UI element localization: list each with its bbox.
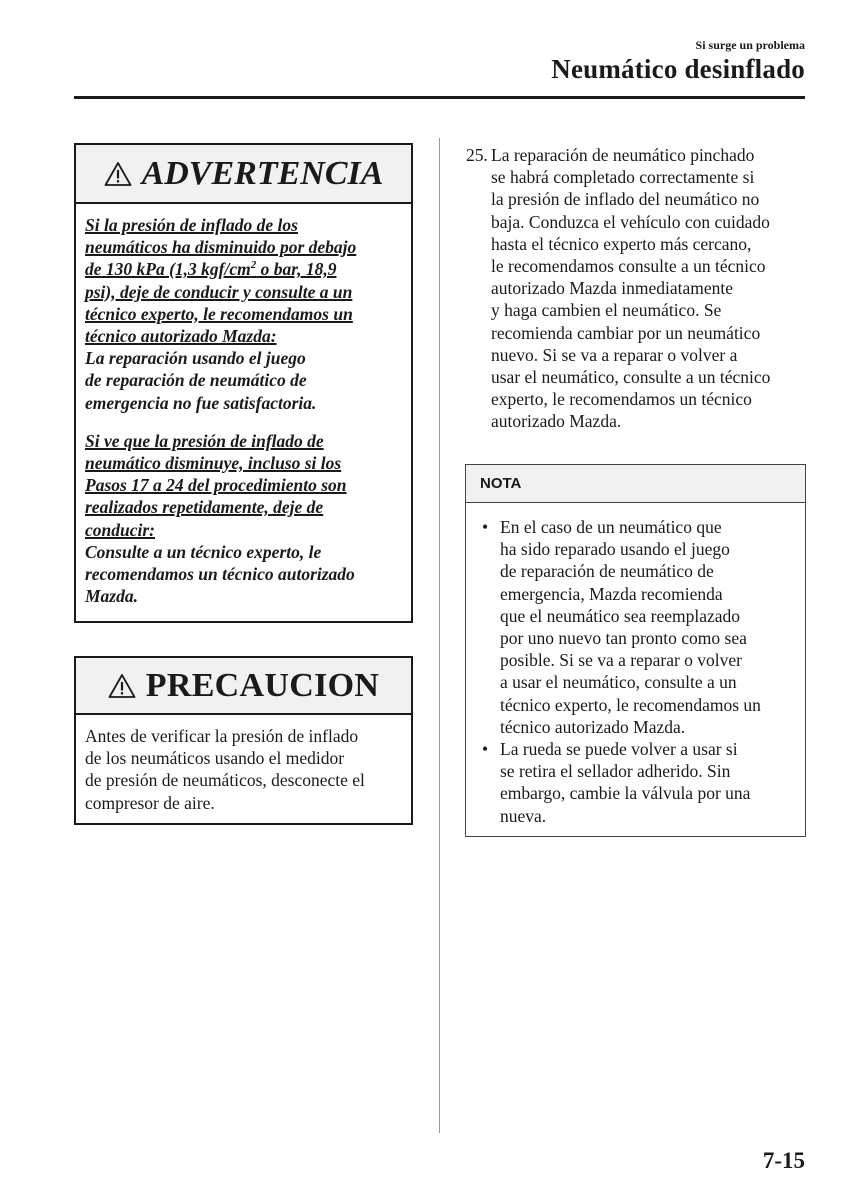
caution-title: PRECAUCION: [145, 666, 380, 704]
section-label: Si surge un problema: [695, 38, 805, 52]
step-line: nuevo. Si se va a reparar o volver a: [491, 344, 738, 365]
step-line: baja. Conduzca el vehículo con cuidado: [491, 211, 770, 232]
step-line: usar el neumático, consulte a un técnico: [491, 367, 771, 388]
warning-line: emergencia no fue satisfactoria.: [85, 392, 317, 413]
step-line: autorizado Mazda inmediatamente: [491, 278, 733, 299]
warning-line: Si ve que la presión de inflado de: [85, 430, 324, 451]
note-line: posible. Si se va a reparar o volver: [500, 650, 743, 671]
note-line: a usar el neumático, consulte a un: [500, 672, 737, 693]
warning-line: de reparación de neumático de: [85, 370, 307, 391]
warning-text-a: [85, 347, 403, 414]
note-line: embargo, cambie la válvula por una: [500, 783, 751, 804]
warning-header: [76, 145, 411, 204]
note-line: de reparación de neumático de: [500, 561, 714, 582]
step-line: y haga cambien el neumático. Se: [491, 300, 722, 321]
step-line: autorizado Mazda.: [491, 411, 622, 432]
warning-line: realizados repetidamente, deje de: [85, 497, 324, 518]
caution-line: Antes de verificar la presión de inflado: [85, 726, 359, 746]
warning-box: [74, 143, 413, 623]
note-line: La rueda se puede volver a usar si: [500, 739, 738, 760]
warning-line: Pasos 17 a 24 del procedimiento son: [85, 475, 347, 496]
bullet: •: [482, 739, 489, 760]
warning-line: Mazda.: [85, 586, 138, 607]
warning-condition-a: [85, 214, 403, 347]
note-box: [465, 464, 806, 837]
step-25: [466, 144, 811, 433]
caution-line: compresor de aire.: [85, 792, 215, 813]
warning-line: neumático disminuye, incluso si los: [85, 453, 342, 474]
warning-body: [76, 204, 411, 607]
caution-line: de los neumáticos usando el medidor: [85, 748, 345, 769]
step-line: La reparación de neumático pinchado: [491, 145, 755, 165]
warning-line: técnico autorizado Mazda:: [85, 326, 277, 347]
caution-line: de presión de neumáticos, desconecte el: [85, 770, 365, 791]
warning-line: Consulte a un técnico experto, le: [85, 541, 322, 562]
header-rule: [74, 96, 805, 99]
warning-text-b: [85, 541, 403, 608]
step-line: recomienda cambiar por un neumático: [491, 322, 761, 343]
note-title: NOTA: [466, 465, 805, 503]
note-list: [466, 503, 805, 827]
note-line: por uno nuevo tan pronto como sea: [500, 628, 747, 649]
warning-line: recomendamos un técnico autorizado: [85, 564, 355, 585]
warning-line: La reparación usando el juego: [85, 348, 306, 369]
page-title: Neumático desinflado: [551, 54, 805, 84]
list-item: [480, 516, 797, 738]
warning-line: o bar, 18,9: [256, 259, 337, 280]
warning-line: psi), deje de conducir y consulte a un: [85, 281, 353, 302]
warning-line: técnico experto, le recomendamos un: [85, 303, 353, 324]
warning-line: de 130 kPa (1,3 kgf/cm: [85, 259, 251, 280]
note-line: técnico autorizado Mazda.: [500, 716, 686, 737]
caution-body: [76, 715, 411, 814]
warning-line: Si la presión de inflado de los: [85, 215, 298, 235]
note-line: se retira el sellador adherido. Sin: [500, 761, 731, 782]
page-number: 7-15: [762, 1148, 805, 1173]
note-line: que el neumático sea reemplazado: [500, 605, 741, 626]
step-line: se habrá completado correctamente si: [491, 167, 755, 188]
step-line: le recomendamos consulte a un técnico: [491, 256, 766, 277]
note-line: En el caso de un neumático que: [500, 517, 722, 537]
step-line: experto, le recomendamos un técnico: [491, 389, 752, 410]
caution-header: [76, 658, 411, 715]
superscript: 2: [250, 259, 257, 272]
step-number: 25.: [466, 145, 488, 165]
caution-box: [74, 656, 413, 825]
bullet: •: [482, 517, 489, 537]
column-divider: [439, 138, 440, 1133]
warning-triangle-icon: [104, 161, 132, 187]
note-line: emergencia, Mazda recomienda: [500, 583, 723, 604]
step-line: la presión de inflado del neumático no: [491, 189, 760, 210]
step-line: hasta el técnico experto más cercano,: [491, 233, 752, 254]
warning-triangle-icon: [108, 673, 136, 699]
warning-line: conducir:: [85, 519, 155, 540]
note-line: ha sido reparado usando el juego: [500, 539, 730, 560]
warning-condition-b: [85, 430, 403, 541]
warning-title: ADVERTENCIA: [141, 154, 384, 192]
warning-line: neumáticos ha disminuido por debajo: [85, 237, 357, 258]
step-text: [491, 144, 811, 433]
note-line: técnico experto, le recomendamos un: [500, 694, 761, 715]
list-item: [480, 738, 797, 827]
note-line: nueva.: [500, 805, 547, 826]
